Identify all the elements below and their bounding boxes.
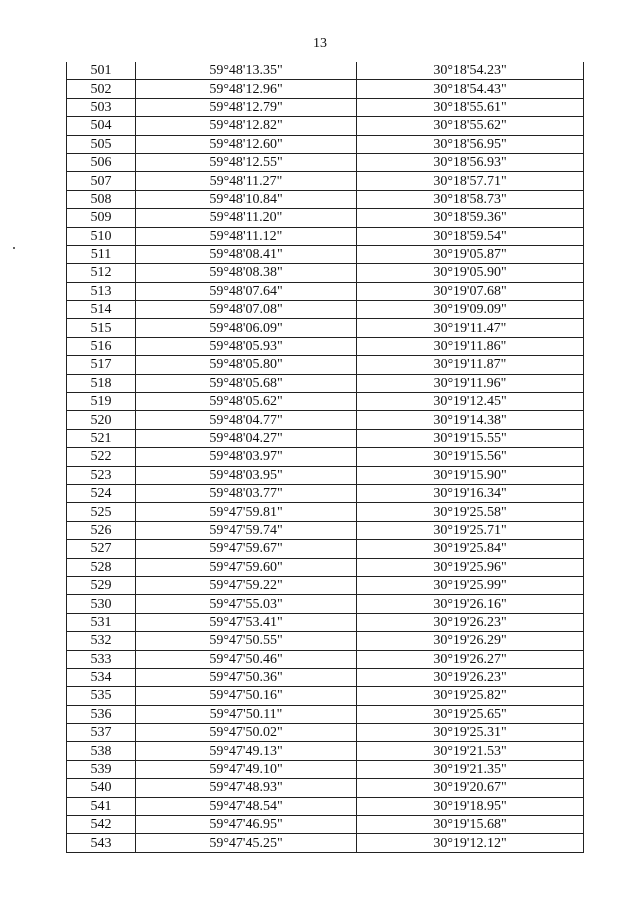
- table-row: [67, 724, 584, 742]
- latitude-cell: 59°47'59.67": [136, 540, 357, 558]
- point-number-cell: 510: [67, 227, 136, 245]
- latitude-cell: 59°48'12.82": [136, 117, 357, 135]
- latitude-cell: 59°47'49.10": [136, 760, 357, 778]
- latitude-cell: 59°48'04.77": [136, 411, 357, 429]
- longitude-cell: 30°19'25.65": [357, 705, 584, 723]
- coordinates-table-body: [67, 62, 584, 852]
- point-number-cell: 530: [67, 595, 136, 613]
- table-row: [67, 117, 584, 135]
- table-row: [67, 429, 584, 447]
- page-number: 13: [313, 36, 327, 51]
- longitude-cell: 30°19'09.09": [357, 301, 584, 319]
- latitude-cell: 59°48'12.60": [136, 135, 357, 153]
- table-row: [67, 705, 584, 723]
- longitude-cell: 30°18'56.95": [357, 135, 584, 153]
- point-number-cell: 511: [67, 245, 136, 263]
- longitude-cell: 30°19'15.90": [357, 466, 584, 484]
- latitude-cell: 59°47'53.41": [136, 613, 357, 631]
- point-number-cell: 508: [67, 190, 136, 208]
- point-number-cell: 534: [67, 668, 136, 686]
- latitude-cell: 59°47'59.81": [136, 503, 357, 521]
- table-row: [67, 98, 584, 116]
- point-number-cell: 543: [67, 834, 136, 852]
- point-number-cell: 509: [67, 209, 136, 227]
- table-row: [67, 319, 584, 337]
- point-number-cell: 502: [67, 80, 136, 98]
- table-row: [67, 62, 584, 80]
- longitude-cell: 30°18'58.73": [357, 190, 584, 208]
- point-number-cell: 538: [67, 742, 136, 760]
- longitude-cell: 30°19'25.99": [357, 576, 584, 594]
- longitude-cell: 30°19'15.56": [357, 448, 584, 466]
- point-number-cell: 503: [67, 98, 136, 116]
- table-row: [67, 540, 584, 558]
- latitude-cell: 59°47'50.55": [136, 632, 357, 650]
- longitude-cell: 30°19'25.96": [357, 558, 584, 576]
- coordinates-table: [66, 62, 584, 853]
- latitude-cell: 59°47'48.54": [136, 797, 357, 815]
- latitude-cell: 59°48'11.20": [136, 209, 357, 227]
- point-number-cell: 505: [67, 135, 136, 153]
- latitude-cell: 59°47'50.36": [136, 668, 357, 686]
- table-row: [67, 760, 584, 778]
- longitude-cell: 30°19'05.87": [357, 245, 584, 263]
- latitude-cell: 59°47'59.22": [136, 576, 357, 594]
- longitude-cell: 30°19'21.53": [357, 742, 584, 760]
- longitude-cell: 30°19'15.68": [357, 816, 584, 834]
- table-row: [67, 742, 584, 760]
- point-number-cell: 542: [67, 816, 136, 834]
- point-number-cell: 520: [67, 411, 136, 429]
- point-number-cell: 506: [67, 153, 136, 171]
- longitude-cell: 30°19'16.34": [357, 484, 584, 502]
- point-number-cell: 531: [67, 613, 136, 631]
- table-row: [67, 172, 584, 190]
- point-number-cell: 540: [67, 779, 136, 797]
- point-number-cell: 529: [67, 576, 136, 594]
- latitude-cell: 59°48'11.27": [136, 172, 357, 190]
- margin-dot: [13, 247, 15, 249]
- table-row: [67, 411, 584, 429]
- longitude-cell: 30°18'54.43": [357, 80, 584, 98]
- longitude-cell: 30°19'07.68": [357, 282, 584, 300]
- table-row: [67, 448, 584, 466]
- latitude-cell: 59°48'05.80": [136, 356, 357, 374]
- longitude-cell: 30°19'25.31": [357, 724, 584, 742]
- latitude-cell: 59°47'50.46": [136, 650, 357, 668]
- latitude-cell: 59°48'05.93": [136, 337, 357, 355]
- longitude-cell: 30°19'26.16": [357, 595, 584, 613]
- longitude-cell: 30°19'26.23": [357, 668, 584, 686]
- latitude-cell: 59°48'05.62": [136, 393, 357, 411]
- point-number-cell: 514: [67, 301, 136, 319]
- longitude-cell: 30°19'05.90": [357, 264, 584, 282]
- latitude-cell: 59°48'11.12": [136, 227, 357, 245]
- latitude-cell: 59°48'07.64": [136, 282, 357, 300]
- longitude-cell: 30°19'26.23": [357, 613, 584, 631]
- table-row: [67, 209, 584, 227]
- point-number-cell: 539: [67, 760, 136, 778]
- table-row: [67, 227, 584, 245]
- latitude-cell: 59°47'46.95": [136, 816, 357, 834]
- point-number-cell: 541: [67, 797, 136, 815]
- table-row: [67, 466, 584, 484]
- point-number-cell: 504: [67, 117, 136, 135]
- longitude-cell: 30°19'12.12": [357, 834, 584, 852]
- table-row: [67, 687, 584, 705]
- latitude-cell: 59°47'50.11": [136, 705, 357, 723]
- point-number-cell: 532: [67, 632, 136, 650]
- longitude-cell: 30°19'25.58": [357, 503, 584, 521]
- table-row: [67, 521, 584, 539]
- latitude-cell: 59°48'12.96": [136, 80, 357, 98]
- table-row: [67, 632, 584, 650]
- latitude-cell: 59°47'48.93": [136, 779, 357, 797]
- longitude-cell: 30°18'59.54": [357, 227, 584, 245]
- longitude-cell: 30°19'25.84": [357, 540, 584, 558]
- latitude-cell: 59°48'04.27": [136, 429, 357, 447]
- latitude-cell: 59°47'59.74": [136, 521, 357, 539]
- table-row: [67, 153, 584, 171]
- latitude-cell: 59°47'49.13": [136, 742, 357, 760]
- table-row: [67, 135, 584, 153]
- table-row: [67, 80, 584, 98]
- table-row: [67, 264, 584, 282]
- longitude-cell: 30°18'57.71": [357, 172, 584, 190]
- point-number-cell: 516: [67, 337, 136, 355]
- longitude-cell: 30°18'59.36": [357, 209, 584, 227]
- longitude-cell: 30°19'25.82": [357, 687, 584, 705]
- longitude-cell: 30°18'55.62": [357, 117, 584, 135]
- longitude-cell: 30°18'56.93": [357, 153, 584, 171]
- point-number-cell: 517: [67, 356, 136, 374]
- latitude-cell: 59°48'05.68": [136, 374, 357, 392]
- longitude-cell: 30°19'21.35": [357, 760, 584, 778]
- table-row: [67, 668, 584, 686]
- point-number-cell: 512: [67, 264, 136, 282]
- point-number-cell: 522: [67, 448, 136, 466]
- table-row: [67, 595, 584, 613]
- point-number-cell: 537: [67, 724, 136, 742]
- latitude-cell: 59°48'08.41": [136, 245, 357, 263]
- latitude-cell: 59°48'07.08": [136, 301, 357, 319]
- table-row: [67, 834, 584, 852]
- point-number-cell: 526: [67, 521, 136, 539]
- longitude-cell: 30°19'11.96": [357, 374, 584, 392]
- latitude-cell: 59°47'50.16": [136, 687, 357, 705]
- longitude-cell: 30°18'55.61": [357, 98, 584, 116]
- table-row: [67, 337, 584, 355]
- point-number-cell: 523: [67, 466, 136, 484]
- point-number-cell: 513: [67, 282, 136, 300]
- longitude-cell: 30°19'26.29": [357, 632, 584, 650]
- longitude-cell: 30°19'25.71": [357, 521, 584, 539]
- latitude-cell: 59°48'10.84": [136, 190, 357, 208]
- latitude-cell: 59°48'08.38": [136, 264, 357, 282]
- point-number-cell: 527: [67, 540, 136, 558]
- point-number-cell: 515: [67, 319, 136, 337]
- point-number-cell: 524: [67, 484, 136, 502]
- latitude-cell: 59°48'03.77": [136, 484, 357, 502]
- latitude-cell: 59°48'03.97": [136, 448, 357, 466]
- table-row: [67, 374, 584, 392]
- longitude-cell: 30°19'15.55": [357, 429, 584, 447]
- table-row: [67, 301, 584, 319]
- table-row: [67, 393, 584, 411]
- point-number-cell: 528: [67, 558, 136, 576]
- point-number-cell: 521: [67, 429, 136, 447]
- longitude-cell: 30°19'14.38": [357, 411, 584, 429]
- longitude-cell: 30°19'11.47": [357, 319, 584, 337]
- table-row: [67, 558, 584, 576]
- point-number-cell: 519: [67, 393, 136, 411]
- table-row: [67, 779, 584, 797]
- latitude-cell: 59°48'13.35": [136, 62, 357, 80]
- point-number-cell: 525: [67, 503, 136, 521]
- longitude-cell: 30°19'11.87": [357, 356, 584, 374]
- longitude-cell: 30°19'20.67": [357, 779, 584, 797]
- table-row: [67, 650, 584, 668]
- longitude-cell: 30°19'18.95": [357, 797, 584, 815]
- table-row: [67, 613, 584, 631]
- point-number-cell: 533: [67, 650, 136, 668]
- latitude-cell: 59°47'55.03": [136, 595, 357, 613]
- table-row: [67, 797, 584, 815]
- latitude-cell: 59°48'03.95": [136, 466, 357, 484]
- table-row: [67, 245, 584, 263]
- latitude-cell: 59°48'12.55": [136, 153, 357, 171]
- table-row: [67, 576, 584, 594]
- longitude-cell: 30°19'26.27": [357, 650, 584, 668]
- point-number-cell: 507: [67, 172, 136, 190]
- table-row: [67, 356, 584, 374]
- latitude-cell: 59°48'06.09": [136, 319, 357, 337]
- longitude-cell: 30°19'12.45": [357, 393, 584, 411]
- latitude-cell: 59°47'59.60": [136, 558, 357, 576]
- latitude-cell: 59°47'45.25": [136, 834, 357, 852]
- point-number-cell: 535: [67, 687, 136, 705]
- point-number-cell: 501: [67, 62, 136, 80]
- table-row: [67, 484, 584, 502]
- longitude-cell: 30°18'54.23": [357, 62, 584, 80]
- point-number-cell: 518: [67, 374, 136, 392]
- point-number-cell: 536: [67, 705, 136, 723]
- table-row: [67, 503, 584, 521]
- latitude-cell: 59°47'50.02": [136, 724, 357, 742]
- table-row: [67, 190, 584, 208]
- table-row: [67, 816, 584, 834]
- latitude-cell: 59°48'12.79": [136, 98, 357, 116]
- longitude-cell: 30°19'11.86": [357, 337, 584, 355]
- table-row: [67, 282, 584, 300]
